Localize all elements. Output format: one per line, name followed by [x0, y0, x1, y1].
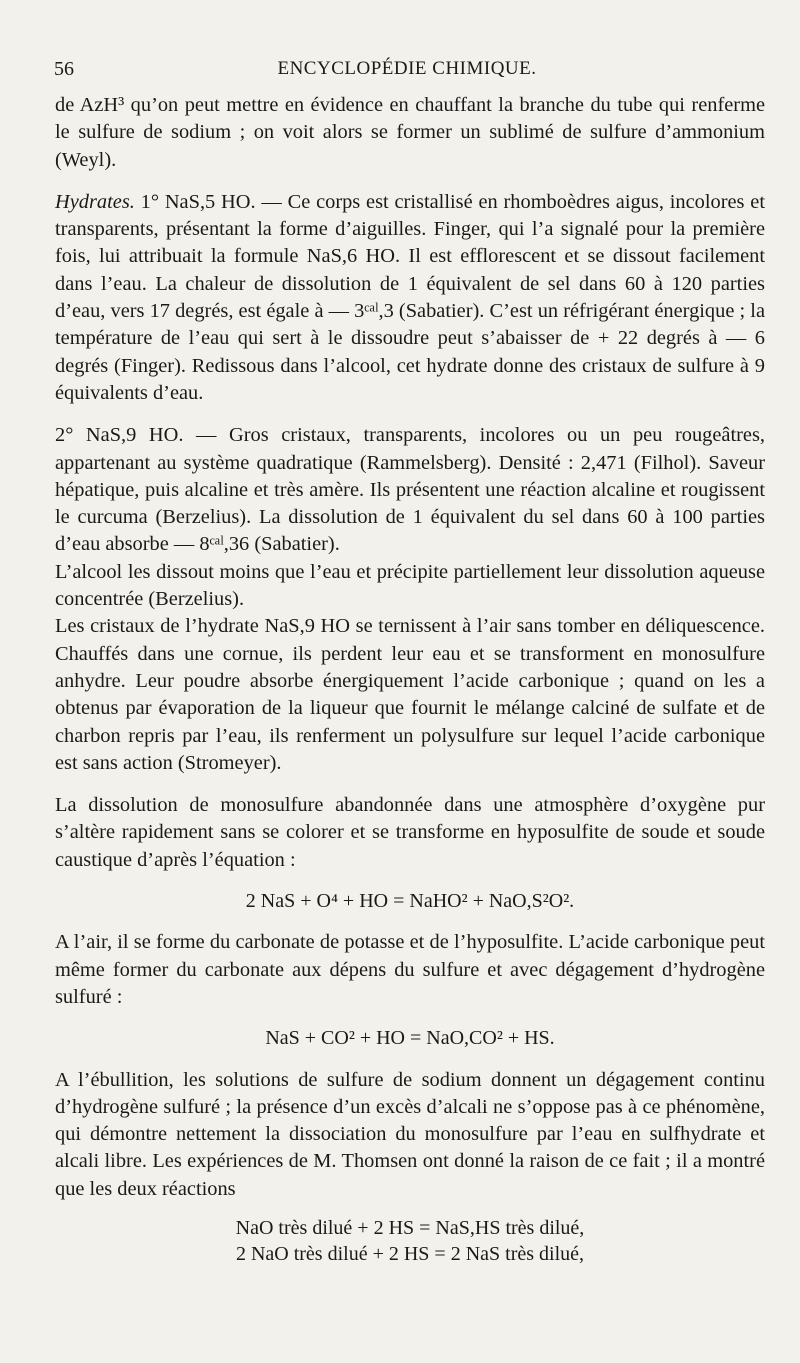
equation-carbonate: NaS + CO² + HO = NaO,CO² + HS. [265, 1027, 555, 1050]
paragraph-hydrates [55, 189, 765, 407]
equation-thomsen-1: NaO très dilué + 2 HS = NaS,HS très dilué, [235, 1216, 585, 1239]
paragraph-oxygen: La dissolution de monosulfure abandonnée dans une atmosphère d’oxygène pur s’altère rapidement sans se colorer et se transforme en hyposulfite de soude et soude caustique d’après l’équation : [55, 794, 765, 871]
running-title: ENCYCLOPÉDIE CHIMIQUE. [277, 58, 537, 79]
paragraph-ebullition: A l’ébullition, les solutions de sulfure de sodium donnent un dégagement continu d’hydrogène sulfuré ; la présence d’un excès d’alcali ne s’oppose pas à ce phénomène, qui démontre nettement la dissociation du monosulfure par l’eau en sulfhydrate et alcali libre. Les expériences de M. Thomsen ont donné la raison de ce fait ; il a montré que les deux réactions [55, 1068, 765, 1200]
paragraph-intro: de AzH³ qu’on peut mettre en évidence en chauffant la branche du tube qui renferme le sulfure de sodium ; on voit alors se former un sublimé de sulfure d’ammonium (Weyl). [55, 94, 765, 171]
equation-thomsen-2: 2 NaO très dilué + 2 HS = 2 NaS très dilué, [235, 1242, 585, 1265]
page-header [54, 58, 760, 84]
paragraph-air: A l’air, il se forme du carbonate de potasse et de l’hyposulfite. L’acide carbonique peut même former du carbonate aux dépens du sulfure et avec dégagement d’hydrogène sulfuré : [55, 931, 765, 1008]
paragraph-nas9ho: 2° NaS,9 HO. — Gros cristaux, transparents, incolores ou un peu rougeâtres, appartenant au système quadratique (Rammelsberg). Densité : 2,471 (Filhol). Saveur hépatique, puis alcaline et très amère. Ils présentent une réaction alcaline et rougissent le curcuma (Berzelius). La dissolution de 1 équivalent du sel dans 60 à 100 parties d’eau absorbe — 8ᶜᵃˡ,36 (Sabatier). [55, 424, 765, 556]
page-number: 56 [54, 58, 74, 80]
page-body [55, 92, 765, 1267]
paragraph-crystals: Les cristaux de l’hydrate NaS,9 HO se ternissent à l’air sans tomber en déliquescence. Chauffés dans une cornue, ils perdent leur eau et se transforment en monosulfure anhydre. Leur poudre absorbe énergiquement l’acide carbonique ; quand on les a obtenus par évaporation de la liqueur que fournit le mélange calciné de sulfate et de charbon repris par l’eau, ils renferment un polysulfure sur lequel l’acide carbonique est sans action (Stromeyer). [55, 615, 765, 774]
paragraph-alcohol: L’alcool les dissout moins que l’eau et précipite partiellement leur dissolution aqueuse concentrée (Berzelius). [55, 560, 765, 611]
section-label-hydrates: Hydrates. [55, 190, 135, 213]
equation-hyposulfite: 2 NaS + O⁴ + HO = NaHO² + NaO,S²O². [245, 890, 575, 913]
paragraph-hydrates-text: 1° NaS,5 HO. — Ce corps est cristallisé en rhomboèdres aigus, incolores et transparents, présentant la forme d’aiguilles. Finger, qui l’a signalé pour la première fois, lui attribuait la formule NaS,6 HO. Il est efflorescent et se dissout facilement dans l’eau. La chaleur de dissolution de 1 équivalent de sel dans 60 à 120 parties d’eau, vers 17 degrés, est égale à — 3ᶜᵃˡ,3 (Sabatier). C’est un réfrigérant énergique ; la température de l’eau qui sert à le dissoudre peut s’abaisser de + 22 degrés à — 6 degrés (Finger). Redissous dans l’alcool, cet hydrate donne des cristaux de sulfure à 9 équivalents d’eau. [55, 190, 765, 404]
